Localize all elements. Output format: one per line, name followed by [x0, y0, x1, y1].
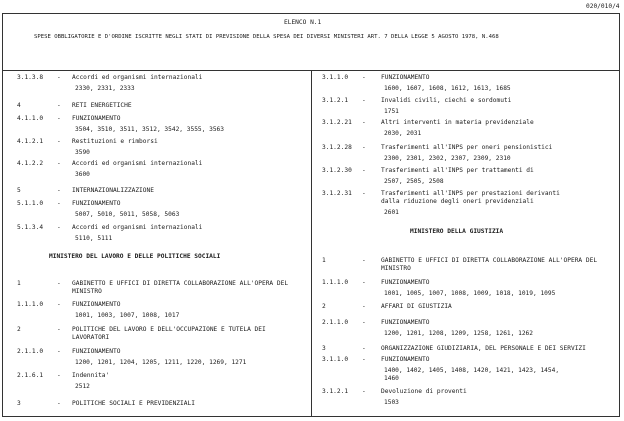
entry-dash: -	[57, 74, 61, 81]
entry-code: 1	[17, 280, 21, 287]
entry-numbers: 1001, 1005, 1007, 1008, 1009, 1018, 1019, 1095	[384, 290, 556, 297]
entry-numbers: 2030, 2031	[384, 130, 422, 137]
entry-title-continued: LAVORATORI	[72, 334, 110, 341]
entry-dash: -	[57, 115, 61, 122]
entry-numbers: 1001, 1003, 1007, 1008, 1017	[75, 312, 180, 319]
entry-title: Devoluzione di proventi	[381, 388, 467, 395]
entry-numbers: 1503	[384, 399, 399, 406]
entry-code: 4.1.2.1	[17, 138, 44, 145]
entry-title: Restituzioni e rimborsi	[72, 138, 158, 145]
entry-title-continued: dalla riduzione degli oneri previdenziali	[381, 198, 534, 205]
entry-dash: -	[362, 345, 366, 352]
column-divider	[311, 70, 312, 417]
entry-code: 2	[322, 303, 326, 310]
entry-numbers: 2507, 2505, 2508	[384, 178, 444, 185]
entry-title: INTERNAZIONALIZZAZIONE	[72, 187, 154, 194]
entry-numbers: 3590	[75, 149, 90, 156]
entry-code: 3.1.1.0	[322, 356, 349, 363]
entry-title: FUNZIONAMENTO	[72, 348, 121, 355]
entry-code: 3	[322, 345, 326, 352]
entry-dash: -	[57, 326, 61, 333]
entry-dash: -	[362, 144, 366, 151]
entry-code: 3.1.2.1	[322, 388, 349, 395]
entry-title: ORGANIZZAZIONE GIUDIZIARIA, DEL PERSONALE E DEI SERVIZI	[381, 345, 586, 352]
entry-title: RETI ENERGETICHE	[72, 102, 132, 109]
entry-numbers: 1751	[384, 108, 399, 115]
entry-dash: -	[57, 187, 61, 194]
entry-code: 2.1.1.0	[17, 348, 44, 355]
entry-title: Trasferimenti all'INPS per trattamenti di	[381, 167, 534, 174]
elenco-title: ELENCO N.1	[284, 19, 322, 26]
entry-title: Trasferimenti all'INPS per oneri pensionistici	[381, 144, 553, 151]
entry-code: 4.1.2.2	[17, 160, 44, 167]
entry-numbers: 2512	[75, 383, 90, 390]
entry-code: 5	[17, 187, 21, 194]
entry-dash: -	[362, 319, 366, 326]
entry-title: FUNZIONAMENTO	[381, 279, 430, 286]
entry-numbers: 5110, 5111	[75, 235, 113, 242]
entry-code: 1.1.1.0	[17, 301, 44, 308]
entry-title: FUNZIONAMENTO	[72, 301, 121, 308]
document-subtitle: SPESE OBBLIGATORIE E D'ORDINE ISCRITTE NEGLI STATI DI PREVISIONE DELLA SPESA DEI DIVERSI MINISTERI ART. 7 DELLA LEGGE 5 AGOSTO 1978, N.468	[34, 34, 499, 40]
entry-code: 1.1.1.0	[322, 279, 349, 286]
entry-dash: -	[57, 138, 61, 145]
entry-code: 3.1.2.28	[322, 144, 352, 151]
entry-dash: -	[362, 257, 366, 264]
entry-dash: -	[362, 74, 366, 81]
entry-dash: -	[362, 388, 366, 395]
entry-code: 3.1.1.0	[322, 74, 349, 81]
entry-code: 3.1.2.1	[322, 97, 349, 104]
entry-code: 2.1.1.0	[322, 319, 349, 326]
entry-numbers-continued: 1460	[384, 375, 399, 382]
entry-code: 5.1.3.4	[17, 224, 44, 231]
entry-dash: -	[362, 167, 366, 174]
entry-title: Altri interventi in materia previdenziale	[381, 119, 534, 126]
entry-title: FUNZIONAMENTO	[72, 115, 121, 122]
entry-numbers: 2300, 2301, 2302, 2307, 2309, 2310	[384, 155, 511, 162]
entry-dash: -	[57, 372, 61, 379]
entry-dash: -	[362, 279, 366, 286]
entry-title: GABINETTO E UFFICI DI DIRETTA COLLABORAZIONE ALL'OPERA DEL	[381, 257, 598, 264]
entry-code: 3.1.2.31	[322, 190, 352, 197]
entry-code: 4	[17, 102, 21, 109]
entry-code: 3.1.2.30	[322, 167, 352, 174]
entry-numbers: 1200, 1201, 1208, 1209, 1258, 1261, 1262	[384, 330, 534, 337]
entry-dash: -	[57, 224, 61, 231]
entry-numbers: 2601	[384, 209, 399, 216]
entry-code: 2.1.6.1	[17, 372, 44, 379]
entry-code: 3	[17, 400, 21, 407]
entry-title: Invalidi civili, ciechi e sordomuti	[381, 97, 512, 104]
entry-title: POLITICHE SOCIALI E PREVIDENZIALI	[72, 400, 195, 407]
entry-title: POLITICHE DEL LAVORO E DELL'OCCUPAZIONE E TUTELA DEI	[72, 326, 266, 333]
entry-dash: -	[57, 160, 61, 167]
entry-title: Trasferimenti all'INPS per prestazioni derivanti	[381, 190, 560, 197]
entry-dash: -	[362, 190, 366, 197]
entry-numbers: 1600, 1607, 1608, 1612, 1613, 1685	[384, 85, 511, 92]
entry-numbers: 5007, 5010, 5011, 5058, 5063	[75, 211, 180, 218]
entry-code: 4.1.1.0	[17, 115, 44, 122]
entry-dash: -	[57, 400, 61, 407]
entry-title: GABINETTO E UFFICI DI DIRETTA COLLABORAZIONE ALL'OPERA DEL	[72, 280, 289, 287]
entry-code: 5.1.1.0	[17, 200, 44, 207]
entry-title-continued: MINISTRO	[381, 265, 411, 272]
entry-dash: -	[362, 119, 366, 126]
doc-code: 020/010/4	[586, 3, 620, 10]
entry-title: Accordi ed organismi internazionali	[72, 160, 203, 167]
entry-dash: -	[362, 303, 366, 310]
entry-title: FUNZIONAMENTO	[381, 319, 430, 326]
section-heading: MINISTERO DEL LAVORO E DELLE POLITICHE SOCIALI	[49, 253, 221, 260]
entry-title: Accordi ed organismi internazionali	[72, 74, 203, 81]
entry-numbers: 1400, 1402, 1405, 1408, 1420, 1421, 1423, 1454,	[384, 367, 560, 374]
entry-numbers: 1200, 1201, 1204, 1205, 1211, 1220, 1269, 1271	[75, 359, 247, 366]
entry-title: FUNZIONAMENTO	[381, 356, 430, 363]
entry-dash: -	[57, 348, 61, 355]
entry-dash: -	[57, 200, 61, 207]
entry-dash: -	[362, 97, 366, 104]
entry-code: 3.1.2.21	[322, 119, 352, 126]
entry-code: 3.1.3.8	[17, 74, 44, 81]
entry-dash: -	[57, 301, 61, 308]
entry-dash: -	[362, 356, 366, 363]
entry-title: Accordi ed organismi internazionali	[72, 224, 203, 231]
entry-numbers: 2330, 2331, 2333	[75, 85, 135, 92]
entry-code: 1	[322, 257, 326, 264]
entry-numbers: 3600	[75, 171, 90, 178]
section-heading: MINISTERO DELLA GIUSTIZIA	[410, 228, 504, 235]
entry-dash: -	[57, 102, 61, 109]
entry-title: Indennita'	[72, 372, 110, 379]
entry-title: FUNZIONAMENTO	[381, 74, 430, 81]
entry-title: AFFARI DI GIUSTIZIA	[381, 303, 452, 310]
entry-dash: -	[57, 280, 61, 287]
entry-code: 2	[17, 326, 21, 333]
entry-numbers: 3504, 3510, 3511, 3512, 3542, 3555, 3563	[75, 126, 225, 133]
entry-title: FUNZIONAMENTO	[72, 200, 121, 207]
entry-title-continued: MINISTRO	[72, 288, 102, 295]
